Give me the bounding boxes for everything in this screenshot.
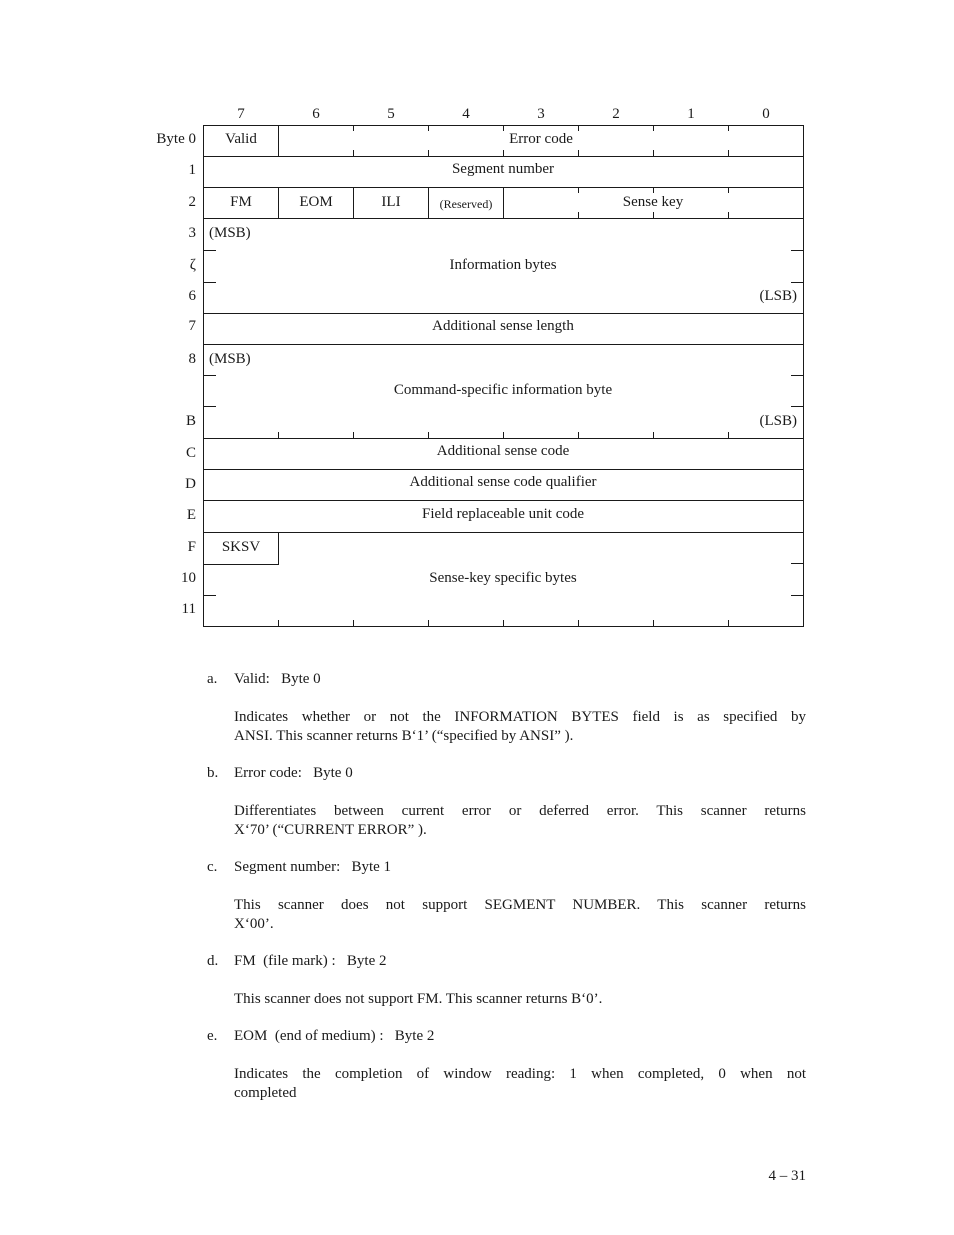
byte-label-f: F — [187, 539, 196, 555]
item-body-line: Indicates the completion of window reading: 1 when completed, 0 when not — [234, 1066, 806, 1082]
bit-tick — [278, 432, 279, 438]
item-body-line: X‘00’. — [234, 916, 274, 932]
bit-tick — [653, 212, 654, 218]
cmd-lsb-label: (LSB) — [759, 413, 797, 429]
byte-label-b: B — [185, 413, 196, 429]
bit-tick — [428, 150, 429, 156]
bit-header-7: 7 — [237, 106, 245, 122]
byte-boundary-tick — [203, 375, 216, 376]
bit-tick — [728, 620, 729, 626]
field-reserved: (Reserved) — [439, 197, 493, 211]
field-sksv: SKSV — [221, 539, 261, 555]
cell-divider — [428, 187, 429, 218]
cmd-msb-label: (MSB) — [209, 351, 251, 367]
bit-header-4: 4 — [462, 106, 470, 122]
field-sense-key: Sense key — [622, 194, 684, 210]
cell-divider — [203, 564, 279, 565]
byte-label-e: E — [186, 507, 196, 523]
bit-tick — [728, 150, 729, 156]
bit-tick — [503, 432, 504, 438]
row-divider — [203, 313, 804, 314]
byte-label-c: C — [185, 445, 196, 461]
bit-tick — [353, 125, 354, 131]
byte-label-2: 2 — [188, 194, 196, 210]
byte-boundary-tick — [791, 406, 804, 407]
cell-divider — [278, 125, 279, 156]
field-segment-number: Segment number — [451, 161, 555, 177]
bit-tick — [353, 432, 354, 438]
bit-header-6: 6 — [312, 106, 320, 122]
item-title: Error code: Byte 0 — [234, 765, 353, 781]
bit-header-5: 5 — [387, 106, 395, 122]
cell-divider — [503, 187, 504, 218]
field-ili: ILI — [381, 194, 401, 210]
bit-tick — [728, 432, 729, 438]
bit-tick — [728, 212, 729, 218]
field-error-code: Error code — [509, 131, 573, 147]
bit-tick — [653, 432, 654, 438]
item-title: FM (file mark) : Byte 2 — [234, 953, 387, 969]
byte-label-6: 6 — [188, 288, 196, 304]
cell-divider — [278, 532, 279, 564]
byte-break-symbol: ζ — [189, 257, 196, 273]
item-body-line: This scanner does not support FM. This scanner returns B‘0’. — [234, 991, 603, 1007]
bit-tick — [578, 212, 579, 218]
bit-tick — [578, 620, 579, 626]
bit-tick — [578, 187, 579, 193]
byte-label-8: 8 — [188, 351, 196, 367]
byte-label-1: 1 — [188, 162, 196, 178]
item-body-line: ANSI. This scanner returns B‘1’ (“specified by ANSI” ). — [234, 728, 574, 744]
cell-divider — [353, 187, 354, 218]
item-title: Segment number: Byte 1 — [234, 859, 392, 875]
item-body-line: This scanner does not support SEGMENT NUMBER. This scanner returns — [234, 897, 806, 913]
bit-tick — [653, 187, 654, 193]
row-divider — [203, 469, 804, 470]
field-valid: Valid — [225, 131, 257, 147]
bit-tick — [428, 432, 429, 438]
field-sense-key-specific: Sense-key specific bytes — [429, 570, 577, 586]
byte-boundary-tick — [203, 406, 216, 407]
row-divider — [203, 500, 804, 501]
bit-tick — [278, 620, 279, 626]
info-lsb-label: (LSB) — [759, 288, 797, 304]
row-divider — [203, 156, 804, 157]
bit-tick — [578, 150, 579, 156]
byte-boundary-tick — [203, 250, 216, 251]
bit-tick — [428, 125, 429, 131]
bit-tick — [503, 125, 504, 131]
item-letter: a. — [207, 671, 218, 687]
byte-boundary-tick — [791, 563, 804, 564]
field-eom: EOM — [299, 194, 333, 210]
bit-tick — [503, 620, 504, 626]
item-body-line: X‘70’ (“CURRENT ERROR” ). — [234, 822, 427, 838]
bit-tick — [728, 187, 729, 193]
item-letter: b. — [207, 765, 219, 781]
byte-boundary-tick — [791, 250, 804, 251]
bit-tick — [353, 620, 354, 626]
row-divider — [203, 438, 804, 439]
info-msb-label: (MSB) — [209, 225, 251, 241]
bit-tick — [428, 620, 429, 626]
item-letter: d. — [207, 953, 219, 969]
bit-header-0: 0 — [762, 106, 770, 122]
item-title: Valid: Byte 0 — [234, 671, 321, 687]
row-divider — [203, 218, 804, 219]
cell-divider — [278, 187, 279, 218]
field-additional-sense-length: Additional sense length — [432, 318, 574, 334]
byte-label-3: 3 — [188, 225, 196, 241]
bit-tick — [578, 125, 579, 131]
bit-tick — [653, 620, 654, 626]
byte-label-0: Byte 0 — [156, 131, 196, 147]
field-information-bytes: Information bytes — [449, 257, 557, 273]
table-bottom-border — [203, 626, 804, 627]
page-number: 4 – 31 — [768, 1168, 806, 1184]
bit-tick — [728, 125, 729, 131]
byte-label-d: D — [185, 476, 196, 492]
field-command-specific-info: Command-specific information byte — [393, 382, 613, 398]
byte-label-10: 10 — [181, 570, 196, 586]
bit-tick — [578, 432, 579, 438]
bit-header-1: 1 — [687, 106, 695, 122]
byte-boundary-tick — [203, 282, 216, 283]
field-fru-code: Field replaceable unit code — [421, 506, 585, 522]
field-fm: FM — [230, 194, 252, 210]
byte-boundary-tick — [203, 595, 216, 596]
item-letter: e. — [207, 1028, 218, 1044]
item-body-line: Differentiates between current error or deferred error. This scanner returns — [234, 803, 806, 819]
field-asc-qualifier: Additional sense code qualifier — [409, 474, 597, 490]
bit-tick — [653, 125, 654, 131]
row-divider — [203, 344, 804, 345]
item-body-line: completed — [234, 1085, 297, 1101]
bit-tick — [653, 150, 654, 156]
byte-boundary-tick — [791, 595, 804, 596]
byte-boundary-tick — [791, 282, 804, 283]
row-divider — [203, 532, 804, 533]
bit-header-2: 2 — [612, 106, 620, 122]
item-title: EOM (end of medium) : Byte 2 — [234, 1028, 435, 1044]
item-body-line: Indicates whether or not the INFORMATION BYTES field is as specified by — [234, 709, 806, 725]
bit-header-3: 3 — [537, 106, 545, 122]
byte-label-7: 7 — [188, 318, 196, 334]
item-letter: c. — [207, 859, 218, 875]
field-additional-sense-code: Additional sense code — [436, 443, 570, 459]
byte-label-11: 11 — [181, 601, 196, 617]
bit-tick — [503, 150, 504, 156]
bit-tick — [353, 150, 354, 156]
byte-boundary-tick — [791, 375, 804, 376]
